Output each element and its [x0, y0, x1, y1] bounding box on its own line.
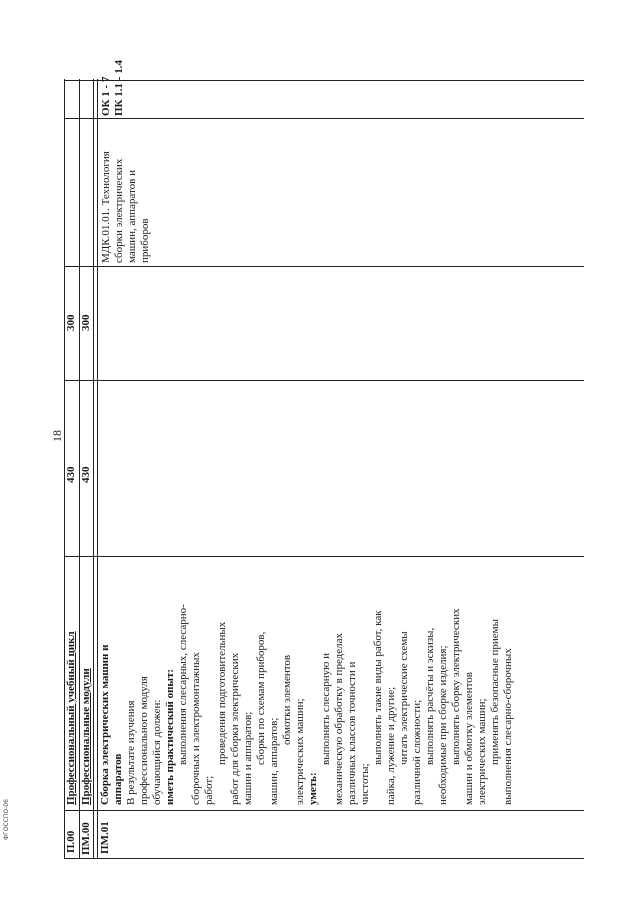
code-p00: П.00 — [65, 830, 77, 853]
pm01-description — [99, 559, 515, 805]
column-divider-code — [64, 810, 584, 811]
skill-line: выполнять слесарную и — [320, 652, 332, 765]
column-divider-required — [64, 266, 584, 267]
skill-line: выполнять такие виды работ, как — [372, 610, 384, 765]
practice-line: работ; — [203, 775, 215, 805]
course-cell — [100, 123, 152, 263]
skill-line: машин и обмотку элементов — [463, 672, 475, 805]
practice-heading: иметь практический опыт: — [164, 668, 176, 805]
skills-heading: уметь: — [307, 772, 319, 805]
pm01-title: Сборка электрических машин и аппаратов — [99, 644, 124, 805]
practice-line: обмотки элементов — [281, 654, 293, 745]
competency-pk: ПК 1.1 - 1.4 — [113, 60, 125, 116]
column-divider-content — [64, 556, 584, 557]
max-hours-pm00: 430 — [80, 466, 92, 483]
practice-line: электрических машин; — [294, 698, 306, 805]
footer-code: ФГОССПО-06 — [3, 799, 10, 840]
skill-line: необходимые при сборке изделия; — [437, 645, 449, 805]
practice-line: машин, аппаратов; — [268, 717, 280, 805]
title-pm00: Профессиональные модули — [80, 668, 92, 805]
table-border-left — [64, 858, 584, 859]
req-hours-pm00: 300 — [80, 314, 92, 331]
pm01-line: обучающийся должен: — [151, 699, 163, 805]
practice-line: работ для сборки электрических — [229, 652, 241, 805]
skill-line: пайка, лужение и другие; — [385, 686, 397, 805]
competency-cell — [100, 60, 126, 116]
row-line-pm00-double — [97, 79, 98, 859]
skill-line: механическую обработку в пределах — [333, 632, 345, 805]
table-border-right — [64, 80, 584, 81]
max-hours-p00: 430 — [65, 466, 77, 483]
skill-line: выполнять сборку электрических — [450, 608, 462, 765]
practice-line: машин и аппаратов; — [242, 711, 254, 805]
practice-line: сборочных и электромонтажных — [190, 652, 202, 805]
course-title: МДК.01.01. Технология сборки электрических машин, аппаратов и приборов — [100, 151, 151, 263]
title-p00: Профессиональный учебный цикл — [65, 631, 77, 805]
skill-line: различной сложности; — [411, 699, 423, 805]
practice-line: сборки по схемам приборов, — [255, 631, 267, 765]
column-divider-course — [64, 118, 584, 119]
skill-line: различных классов точности и — [346, 661, 358, 805]
skill-line: чистоты; — [359, 763, 371, 805]
competency-ok: ОК 1 - 7 — [100, 76, 112, 116]
code-pm00: ПМ.00 — [80, 822, 92, 855]
page-number: 18 — [50, 430, 64, 442]
skill-line: выполнять расчёты и эскизы, — [424, 627, 436, 765]
column-divider-max — [64, 380, 584, 381]
code-pm01: ПМ.01 — [99, 821, 111, 854]
practice-line: выполнения слесарных, слесарно- — [177, 604, 189, 765]
skill-line: применять безопасные приемы — [489, 619, 501, 765]
skill-line: электрических машин; — [476, 698, 488, 805]
skill-line: выполнения слесарно-сборочных — [502, 648, 514, 805]
skill-line: читать электрические схемы — [398, 631, 410, 765]
rotated-page — [64, 60, 584, 859]
pm01-line: В результате изучения — [125, 700, 137, 805]
pm01-line: профессионального модуля — [138, 676, 150, 805]
req-hours-p00: 300 — [65, 314, 77, 331]
row-line-pm00 — [93, 79, 94, 859]
practice-line: проведения подготовительных — [216, 621, 228, 765]
